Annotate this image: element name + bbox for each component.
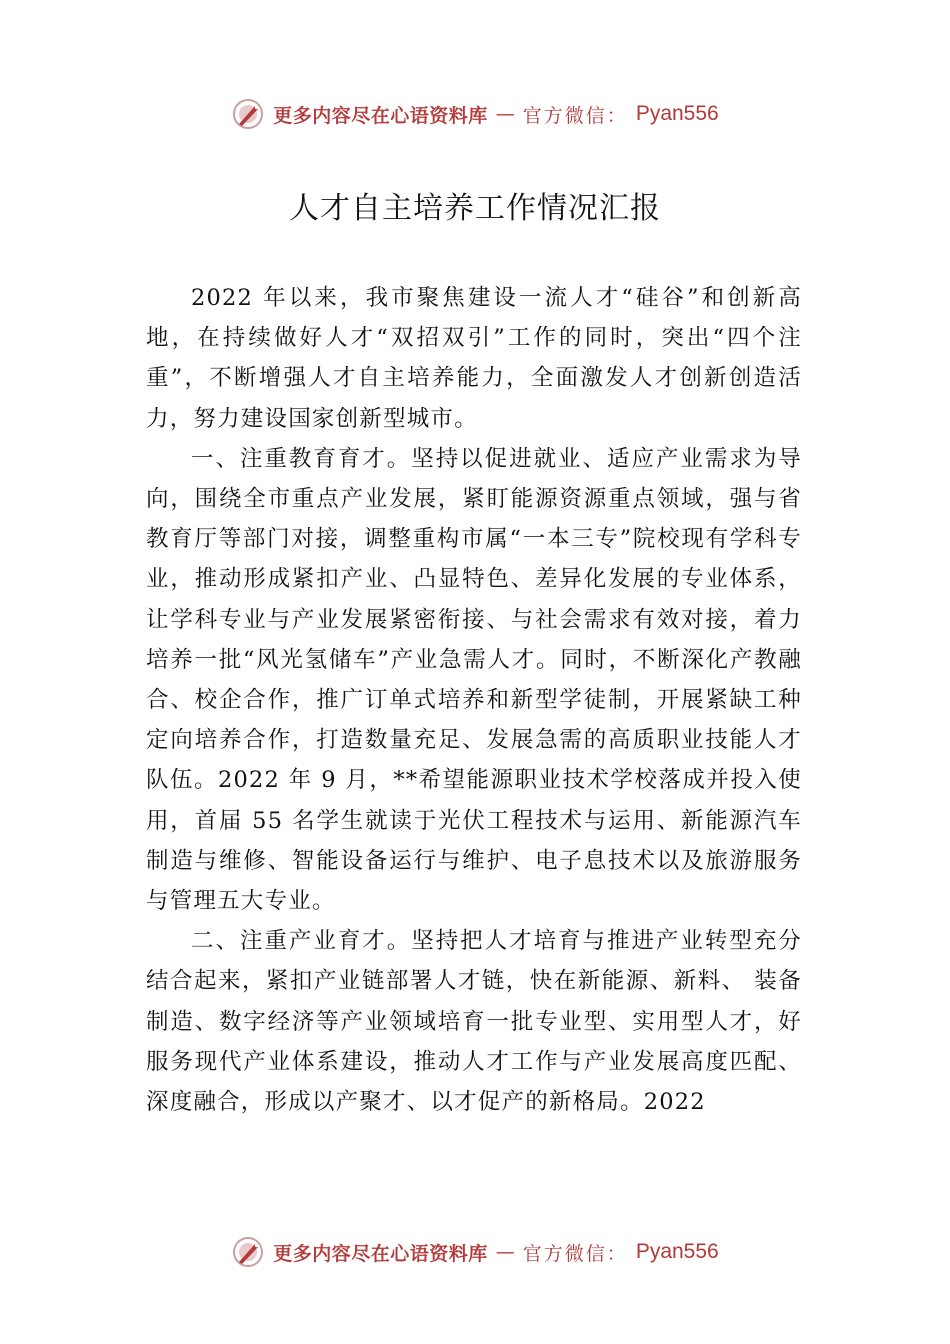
watermark-wechat-label: 官方微信： <box>522 1242 628 1265</box>
watermark-brand: 更多内容尽在心语资料库 <box>273 1242 488 1265</box>
watermark-separator: — <box>495 1241 515 1263</box>
watermark-brand: 更多内容尽在心语资料库 <box>273 104 488 127</box>
paragraph-intro: 2022 年以来，我市聚焦建设一流人才“硅谷”和创新高地，在持续做好人才“双招双引”工作的同时，突出“四个注重”，不断增强人才自主培养能力，全面激发人才创新创造活力，努力建设国家创新型城市。 <box>146 285 802 432</box>
watermark-wechat-id: Pyan556 <box>635 1240 719 1263</box>
paragraph-industry: 二、注重产业育才。坚持把人才培育与推进产业转型充分结合起来，紧扣产业链部署人才链，快在新能源、新料、 装备制造、数字经济等产业领域培育一批专业型、实用型人才，好服务现代产业体系建设，推动人才工作与产业发展高度匹配、深度融合，形成以产聚才、以才促产的新格局。2022 <box>146 928 802 1116</box>
pen-nib-seal-icon <box>231 97 265 131</box>
paragraph-education: 一、注重教育育才。坚持以促进就业、适应产业需求为导向，围绕全市重点产业发展，紧盯能源资源重点领域，强与省教育厅等部门对接，调整重构市属“一本三专”院校现有学科专业，推动形成紧扣产业、凸显特色、差异化发展的专业体系，让学科专业与产业发展紧密衔接、与社会需求有效对接，着力培养一批“风光氢储车”产业急需人才。同时，不断深化产教融合、校企合作，推广订单式培养和新型学徒制，开展紧缺工种定向培养合作，打造数量充足、发展急需的高质职业技能人才队伍。2022 年 9 月，**希望能源职业技术学校落成并投入使用，首届 55 名学生就读于光伏工程技术与运用、新能源汽车制造与维修、智能设备运行与维护、电子息技术以及旅游服务与管理五大专业。 <box>146 445 802 915</box>
watermark-wechat-id: Pyan556 <box>635 102 719 125</box>
document-title: 人才自主培养工作情况汇报 <box>289 191 661 226</box>
watermark-separator: — <box>495 103 515 125</box>
watermark-wechat-label: 官方微信： <box>522 104 628 127</box>
pen-nib-seal-icon <box>231 1235 265 1269</box>
document-body <box>146 278 802 1122</box>
header-watermark <box>0 94 950 134</box>
footer-watermark <box>0 1232 950 1272</box>
